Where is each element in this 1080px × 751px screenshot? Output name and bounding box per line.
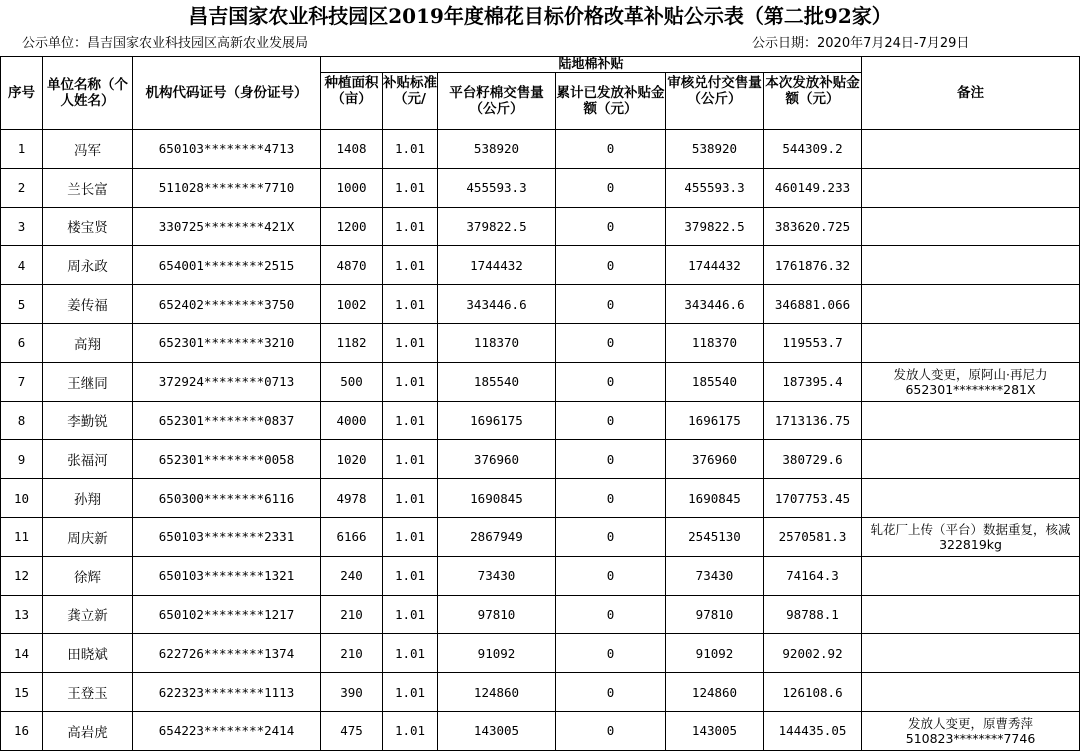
row-platform-qty: 91092 [438,634,556,673]
row-cumulative: 0 [556,168,666,207]
row-id-number: 650102********1217 [133,595,321,634]
row-audit-qty: 2545130 [666,517,764,556]
row-id-number: 511028********7710 [133,168,321,207]
row-amount: 2570581.3 [764,517,862,556]
row-remark [862,595,1080,634]
row-amount: 1761876.32 [764,246,862,285]
row-seq: 3 [1,207,43,246]
row-amount: 1707753.45 [764,479,862,518]
row-amount: 74164.3 [764,556,862,595]
row-seq: 7 [1,362,43,401]
row-seq: 6 [1,323,43,362]
row-seq: 8 [1,401,43,440]
row-remark [862,556,1080,595]
row-platform-qty: 1744432 [438,246,556,285]
row-name: 张福河 [43,440,133,479]
row-seq: 13 [1,595,43,634]
row-cumulative: 0 [556,323,666,362]
row-standard: 1.01 [383,479,438,518]
table-row [1,711,1080,750]
row-platform-qty: 455593.3 [438,168,556,207]
row-cumulative: 0 [556,207,666,246]
row-cumulative: 0 [556,362,666,401]
row-name: 高岩虎 [43,711,133,750]
header-seq: 序号 [1,57,43,130]
row-standard: 1.01 [383,285,438,324]
row-area: 210 [321,634,383,673]
row-area: 240 [321,556,383,595]
row-area: 1408 [321,130,383,169]
publisher-line: 公示单位：昌吉国家农业科技园区高新农业发展局 [22,36,309,51]
row-id-number: 622323********1113 [133,673,321,712]
row-area: 1200 [321,207,383,246]
row-platform-qty: 118370 [438,323,556,362]
row-audit-qty: 1744432 [666,246,764,285]
table-row [1,556,1080,595]
row-area: 500 [321,362,383,401]
row-standard: 1.01 [383,595,438,634]
row-platform-qty: 185540 [438,362,556,401]
row-remark [862,168,1080,207]
header-amount-text: 本次发放补贴金额（元） [765,75,860,107]
row-cumulative: 0 [556,634,666,673]
row-seq: 16 [1,711,43,750]
row-platform-qty: 379822.5 [438,207,556,246]
row-amount: 1713136.75 [764,401,862,440]
row-audit-qty: 1690845 [666,479,764,518]
row-seq: 15 [1,673,43,712]
header-amount [764,73,862,130]
row-name: 孙翔 [43,479,133,518]
row-audit-qty: 343446.6 [666,285,764,324]
row-remark [862,130,1080,169]
row-seq: 11 [1,517,43,556]
row-amount: 346881.066 [764,285,862,324]
row-audit-qty: 538920 [666,130,764,169]
header-area-text: 种植面积（亩） [324,75,379,107]
row-platform-qty: 538920 [438,130,556,169]
row-remark [862,401,1080,440]
row-platform-qty: 143005 [438,711,556,750]
row-id-number: 654001********2515 [133,246,321,285]
row-amount: 187395.4 [764,362,862,401]
table-row [1,479,1080,518]
row-cumulative: 0 [556,479,666,518]
row-standard: 1.01 [383,207,438,246]
row-amount: 383620.725 [764,207,862,246]
table-row [1,440,1080,479]
header-unit-name: 单位名称（个人姓名） [43,57,133,130]
row-amount: 126108.6 [764,673,862,712]
row-seq: 10 [1,479,43,518]
header-group-upland-cotton: 陆地棉补贴 [321,57,862,73]
row-platform-qty: 376960 [438,440,556,479]
publish-date: 公示日期：2020年7月24日-7月29日 [752,36,970,51]
row-id-number: 650103********2331 [133,517,321,556]
row-standard: 1.01 [383,246,438,285]
row-name: 王登玉 [43,673,133,712]
row-seq: 14 [1,634,43,673]
row-name: 周庆新 [43,517,133,556]
row-standard: 1.01 [383,440,438,479]
row-remark: 发放人变更，原阿山·再尼力652301********281X [862,362,1080,401]
row-area: 210 [321,595,383,634]
header-area [321,73,383,130]
row-cumulative: 0 [556,246,666,285]
row-name: 高翔 [43,323,133,362]
row-remark [862,634,1080,673]
row-name: 冯军 [43,130,133,169]
row-id-number: 372924********0713 [133,362,321,401]
row-seq: 2 [1,168,43,207]
table-row [1,246,1080,285]
row-standard: 1.01 [383,673,438,712]
row-remark [862,323,1080,362]
table-row [1,323,1080,362]
subsidy-table [0,56,1080,751]
row-audit-qty: 1696175 [666,401,764,440]
row-id-number: 652301********3210 [133,323,321,362]
row-cumulative: 0 [556,517,666,556]
row-audit-qty: 379822.5 [666,207,764,246]
row-platform-qty: 73430 [438,556,556,595]
row-area: 1000 [321,168,383,207]
row-audit-qty: 73430 [666,556,764,595]
table-row [1,517,1080,556]
row-id-number: 330725********421X [133,207,321,246]
header-remark: 备注 [862,57,1080,130]
table-row [1,285,1080,324]
row-id-number: 650300********6116 [133,479,321,518]
row-name: 姜传福 [43,285,133,324]
row-platform-qty: 343446.6 [438,285,556,324]
row-remark [862,285,1080,324]
row-area: 4978 [321,479,383,518]
table-row [1,401,1080,440]
row-area: 1020 [321,440,383,479]
row-id-number: 652301********0058 [133,440,321,479]
row-cumulative: 0 [556,440,666,479]
header-audit-text: 审核兑付交售量（公斤） [667,75,762,107]
table-row [1,130,1080,169]
header-cumulative: 累计已发放补贴金额（元） [556,73,666,130]
row-audit-qty: 91092 [666,634,764,673]
row-area: 4000 [321,401,383,440]
row-audit-qty: 455593.3 [666,168,764,207]
row-seq: 1 [1,130,43,169]
row-name: 王继同 [43,362,133,401]
row-name: 楼宝贤 [43,207,133,246]
row-standard: 1.01 [383,517,438,556]
row-area: 4870 [321,246,383,285]
row-seq: 9 [1,440,43,479]
row-cumulative: 0 [556,285,666,324]
row-id-number: 622726********1374 [133,634,321,673]
row-cumulative: 0 [556,673,666,712]
row-area: 475 [321,711,383,750]
row-audit-qty: 124860 [666,673,764,712]
table-row [1,207,1080,246]
row-cumulative: 0 [556,711,666,750]
row-area: 6166 [321,517,383,556]
row-platform-qty: 2867949 [438,517,556,556]
row-remark [862,207,1080,246]
row-amount: 544309.2 [764,130,862,169]
row-id-number: 654223********2414 [133,711,321,750]
row-audit-qty: 143005 [666,711,764,750]
row-cumulative: 0 [556,556,666,595]
row-standard: 1.01 [383,130,438,169]
row-audit-qty: 376960 [666,440,764,479]
row-platform-qty: 97810 [438,595,556,634]
table-row [1,168,1080,207]
row-name: 徐辉 [43,556,133,595]
row-audit-qty: 118370 [666,323,764,362]
row-amount: 460149.233 [764,168,862,207]
table-row [1,362,1080,401]
row-name: 周永政 [43,246,133,285]
row-seq: 12 [1,556,43,595]
row-standard: 1.01 [383,711,438,750]
row-audit-qty: 97810 [666,595,764,634]
row-standard: 1.01 [383,362,438,401]
row-standard: 1.01 [383,323,438,362]
row-id-number: 652301********0837 [133,401,321,440]
header-org-code: 机构代码证号（身份证号） [133,57,321,130]
row-name: 田晓斌 [43,634,133,673]
row-area: 1182 [321,323,383,362]
row-cumulative: 0 [556,401,666,440]
row-standard: 1.01 [383,634,438,673]
header-audit [666,73,764,130]
row-seq: 4 [1,246,43,285]
row-cumulative: 0 [556,595,666,634]
table-row [1,595,1080,634]
row-standard: 1.01 [383,556,438,595]
row-remark [862,673,1080,712]
row-amount: 98788.1 [764,595,862,634]
header-standard [383,73,438,130]
row-audit-qty: 185540 [666,362,764,401]
row-area: 390 [321,673,383,712]
row-id-number: 650103********4713 [133,130,321,169]
row-platform-qty: 1696175 [438,401,556,440]
row-amount: 380729.6 [764,440,862,479]
row-platform-qty: 1690845 [438,479,556,518]
page-title: 昌吉国家农业科技园区2019年度棉花目标价格改革补贴公示表（第二批92家） [188,4,892,28]
row-id-number: 652402********3750 [133,285,321,324]
table-row [1,673,1080,712]
row-name: 李勤锐 [43,401,133,440]
row-amount: 144435.05 [764,711,862,750]
row-standard: 1.01 [383,168,438,207]
row-area: 1002 [321,285,383,324]
row-seq: 5 [1,285,43,324]
row-amount: 119553.7 [764,323,862,362]
row-cumulative: 0 [556,130,666,169]
row-id-number: 650103********1321 [133,556,321,595]
row-remark: 发放人变更，原曹秀萍510823********7746 [862,711,1080,750]
row-amount: 92002.92 [764,634,862,673]
row-remark [862,479,1080,518]
row-name: 兰长富 [43,168,133,207]
row-remark [862,246,1080,285]
row-platform-qty: 124860 [438,673,556,712]
table-row [1,634,1080,673]
row-remark [862,440,1080,479]
header-standard-text: 补贴标准（元/ [383,75,437,107]
header-platform: 平台籽棉交售量（公斤） [438,73,556,130]
row-standard: 1.01 [383,401,438,440]
row-name: 龚立新 [43,595,133,634]
row-remark: 轧花厂上传（平台）数据重复，核减322819kg [862,517,1080,556]
